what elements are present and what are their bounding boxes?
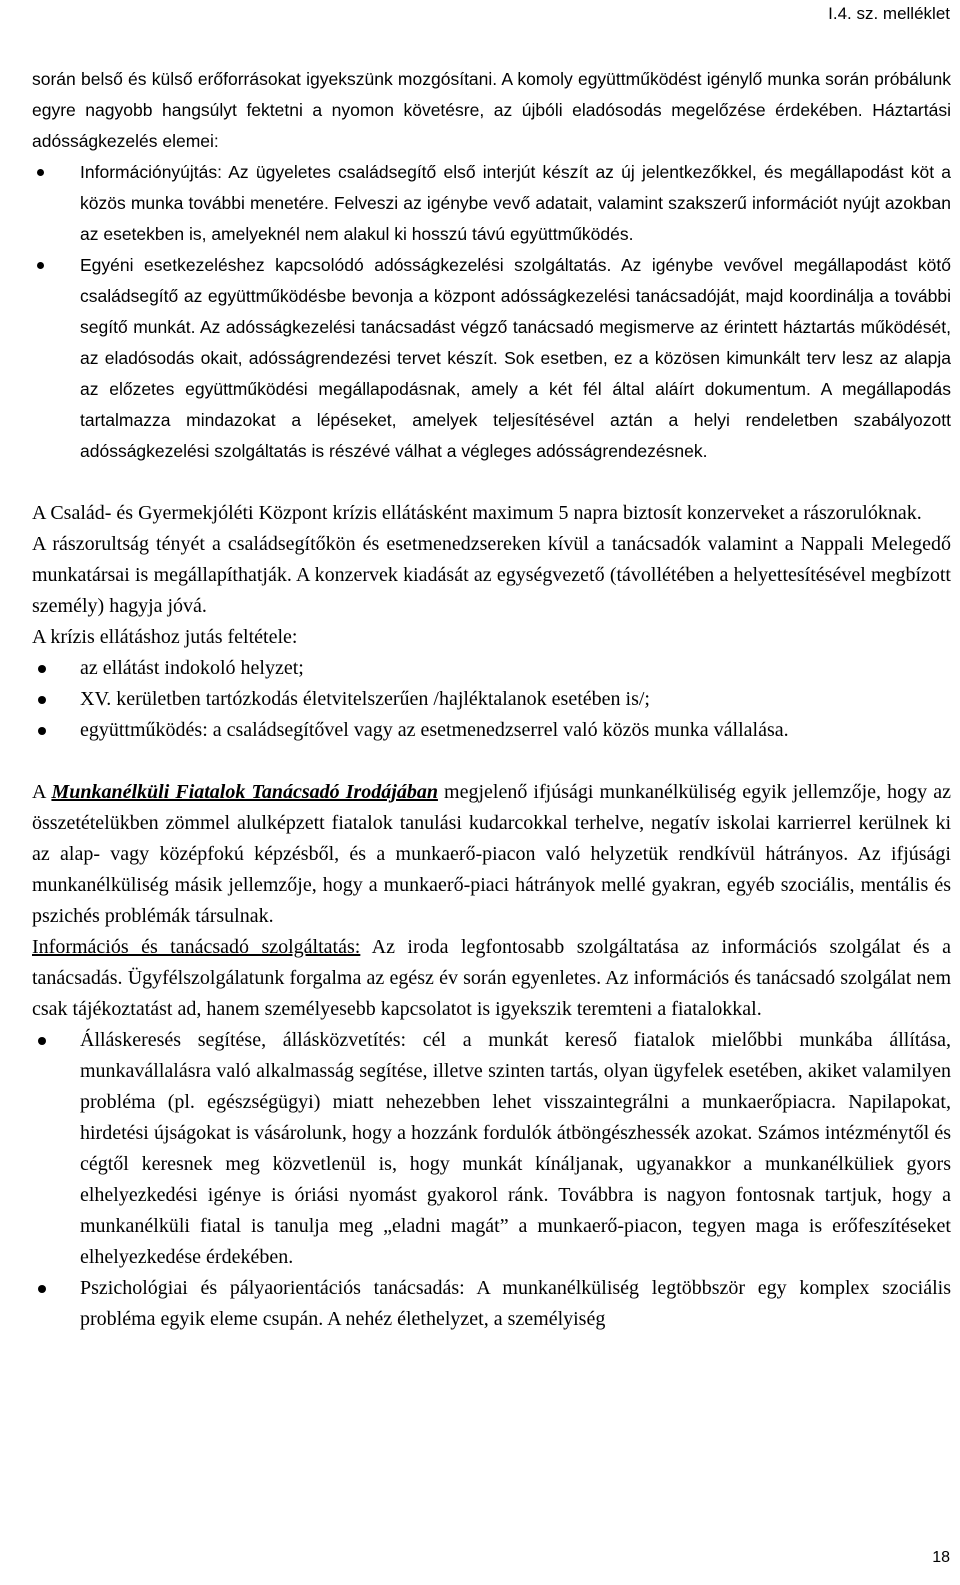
- intro-paragraph: során belső és külső erőforrásokat igyekszünk mozgósítani. A komoly együttműködést igénylő munka során próbálunk egyre nagyobb hangsúlyt fektetni a nyomon követésre, az újbóli eladósodás megelőzése érdekében. Háztartási adósságkezelés elemei:: [32, 69, 951, 151]
- list-item-condition: XV. kerületben tartózkodás életvitelszerűen /hajléktalanok esetében is/;: [0, 684, 960, 715]
- youth-services-list: [0, 1025, 960, 1335]
- info-service-title: Információs és tanácsadó szolgáltatás:: [32, 936, 361, 958]
- crisis-paragraph-2: A rászorultság tényét a családsegítőkön és esetmenedzsereken kívül a tanácsadók valamint a Nappali Melegedő munkatársai is megállapíthatják. A konzervek kiadását az egységvezető (távollétében a helyettesítésével megbízott személy) hagyja jóvá.: [32, 533, 951, 617]
- crisis-conditions-list: [0, 653, 960, 746]
- page-header-annex-label: I.4. sz. melléklet: [828, 4, 950, 23]
- info-service-paragraph: Információs és tanácsadó szolgáltatás: Az iroda legfontosabb szolgáltatása az információs szolgálat és a tanácsadás. Ügyfélszolgálatunk forgalma az egész év során egyenletes. Az információs és tanácsadó szolgálat nem csak tájékoztatást ad, hanem személyesebb kapcsolatot is igyekszik teremteni a fiatalokkal.: [32, 936, 952, 1020]
- list-item-information: Információnyújtás: Az ügyeletes családsegítő első interjút készít az új jelentkezőkkel, és megállapodást köt a közös munka további menetére. Felveszi az igénybe vevő adatait, valamint szakszerű információt nyújt azokban az esetekben is, amelyeknél nem alakul ki hosszú távú együttműködés.: [0, 157, 960, 250]
- youth-office-title: Munkanélküli Fiatalok Tanácsadó Irodájában: [51, 781, 438, 803]
- bullet-icon: [38, 1037, 46, 1045]
- bullet-icon: [38, 665, 46, 673]
- list-item-case-management: Egyéni esetkezeléshez kapcsolódó adósságkezelési szolgáltatás. Az igénybe vevővel megállapodást kötő családsegítő az együttműködésbe bevonja a központ adósságkezelési tanácsadóját, majd koordinálja a további segítő munkát. Az adósságkezelési tanácsadást végző tanácsadó megismerve az érintett háztartás működését, az eladósodás okait, adósságrendezési tervet készít. Sok esetben, ez a közösen kimunkált terv lesz az alapja az előzetes együttműködési megállapodásnak, amely a két fél által aláírt dokumentum. A megállapodás tartalmazza mindazokat a lépéseket, amelyek teljesítésével aztán a helyi rendeletben szabályozott adósságkezelési szolgáltatás is részévé válhat a végleges adósságrendezésnek.: [0, 250, 960, 467]
- bullet-icon: [37, 262, 44, 269]
- bullet-icon: [38, 696, 46, 704]
- bullet-icon: [38, 1285, 46, 1293]
- list-item-condition: az ellátást indokoló helyzet;: [0, 653, 960, 684]
- youth-office-paragraph: A Munkanélküli Fiatalok Tanácsadó Irodájában megjelenő ifjúsági munkanélküliség egyik jellemzője, hogy az összetételükben zömmel alulképzett fiatalok tanulási kudarcokkal terhelve, negatív iskolai karrierrel kerülnek ki az alap- vagy középfokú képzésből, és a munkaerő-piacon való helyzetük rendkívül hátrányos. Az ifjúsági munkanélküliség másik jellemzője, hogy a munkaerő-piaci hátrányok mellé gyakran, egyéb szociális, mentális és pszichés problémák társulnak.: [32, 781, 951, 927]
- crisis-paragraph-1: A Család- és Gyermekjóléti Központ krízis ellátásként maximum 5 napra biztosít konzerveket a rászorulóknak.: [32, 502, 922, 524]
- bullet-icon: [37, 169, 44, 176]
- debt-management-list: [0, 157, 960, 467]
- document-body: [0, 64, 960, 1335]
- crisis-conditions-heading: A krízis ellátáshoz jutás feltétele:: [32, 626, 298, 648]
- page-number: 18: [932, 1549, 950, 1566]
- bullet-icon: [38, 727, 46, 735]
- list-item-condition: együttműködés: a családsegítővel vagy az esetmenedzserrel való közös munka vállalása.: [0, 715, 960, 746]
- list-item-job-search: Álláskeresés segítése, állásközvetítés: cél a munkát kereső fiatalok mielőbbi munkába állítása, munkavállalásra való alkalmasság segítése, illetve szinten tartás, olyan ügyfelek esetében, akiket valamilyen probléma (pl. egészségügyi) miatt nehezebben lehet visszaintegrálni a munkaerőpiacra. Napilapokat, hirdetési újságokat is vásárolunk, hogy a hozzánk fordulók átböngészhessék azokat. Számos intézménytől és cégtől keresnek meg közvetlenül is, hogy munkát kínáljanak, ugyanakkor a munkanélküliek gyors elhelyezkedési igénye is óriási nyomást gyakorol ránk. Továbbra is nagyon fontosnak tartjuk, hogy a munkanélküli fiatal is tanulja meg „eladni magát” a munkaerő-piacon, tegyen maga is erőfeszítéseket elhelyezkedése érdekében.: [0, 1025, 960, 1273]
- list-item-counseling: Pszichológiai és pályaorientációs tanácsadás: A munkanélküliség legtöbbször egy komplex szociális probléma egyik eleme csupán. A nehéz élethelyzet, a személyiség: [0, 1273, 960, 1335]
